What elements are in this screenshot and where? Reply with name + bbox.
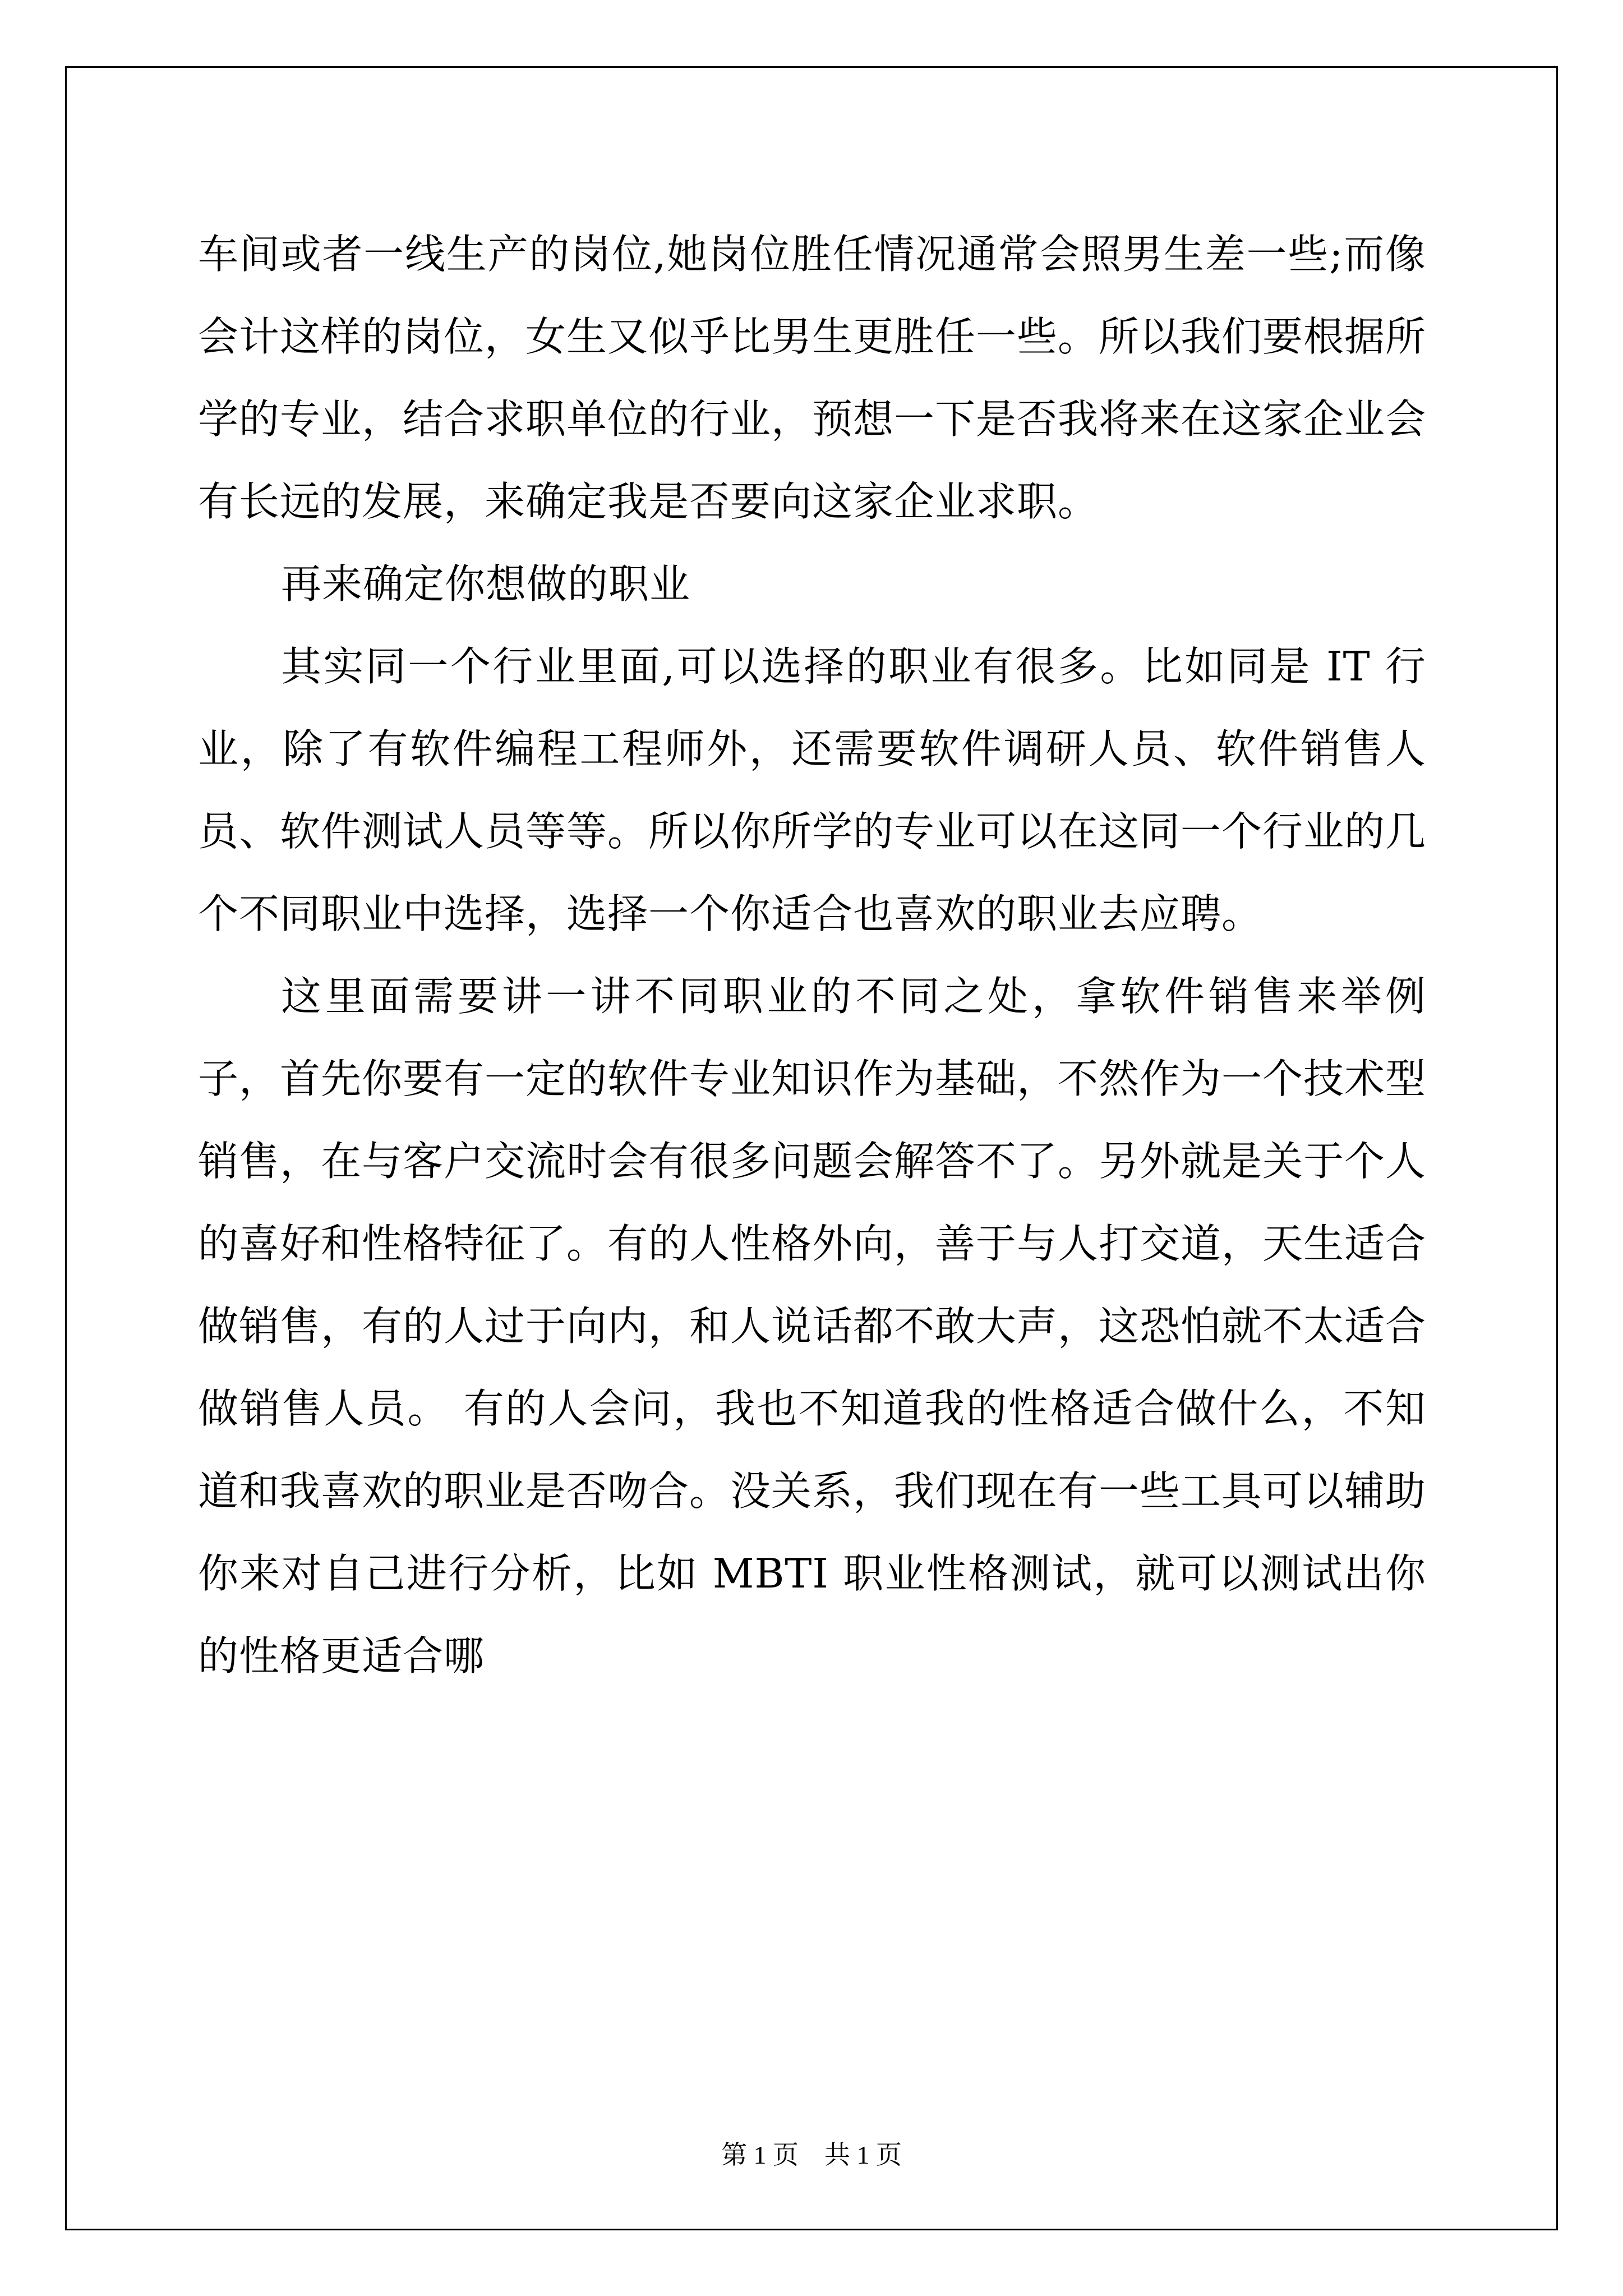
paragraph-1: 车间或者一线生产的岗位,她岗位胜任情况通常会照男生差一些;而像会计这样的岗位，女生又似乎比男生更胜任一些。所以我们要根据所学的专业，结合求职单位的行业，预想一下是否我将来在这家企业会有长远的发展，来确定我是否要向这家企业求职。 bbox=[198, 231, 1427, 525]
page-number: 第 1 页 bbox=[721, 2141, 799, 2169]
document-body bbox=[198, 213, 1426, 1697]
paragraph-3: 这里面需要讲一讲不同职业的不同之处，拿软件销售来举例子，首先你要有一定的软件专业知识作为基础，不然作为一个技术型销售，在与客户交流时会有很多问题会解答不了。另外就是关于个人的喜好和性格特征了。有的人性格外向，善于与人打交道，天生适合做销售，有的人过于向内，和人说话都不敢大声，这恐怕就不太适合做销售人员。 有的人会问，我也不知道我的性格适合做什么，不知道和我喜欢的职业是否吻合。没关系，我们现在有一些工具可以辅助你来对自己进行分析，比如 MBTI 职业性格测试，就可以测试出你的性格更适合哪 bbox=[198, 973, 1427, 1680]
page-total: 共 1 页 bbox=[824, 2141, 902, 2169]
paragraph-2: 其实同一个行业里面,可以选择的职业有很多。比如同是 IT 行业，除了有软件编程工程师外，还需要软件调研人员、软件销售人员、软件测试人员等等。所以你所学的专业可以在这同一个行业的几个不同职业中选择，选择一个你适合也喜欢的职业去应聘。 bbox=[198, 643, 1427, 937]
section-heading: 再来确定你想做的职业 bbox=[281, 560, 691, 608]
page-footer bbox=[0, 2138, 1623, 2172]
